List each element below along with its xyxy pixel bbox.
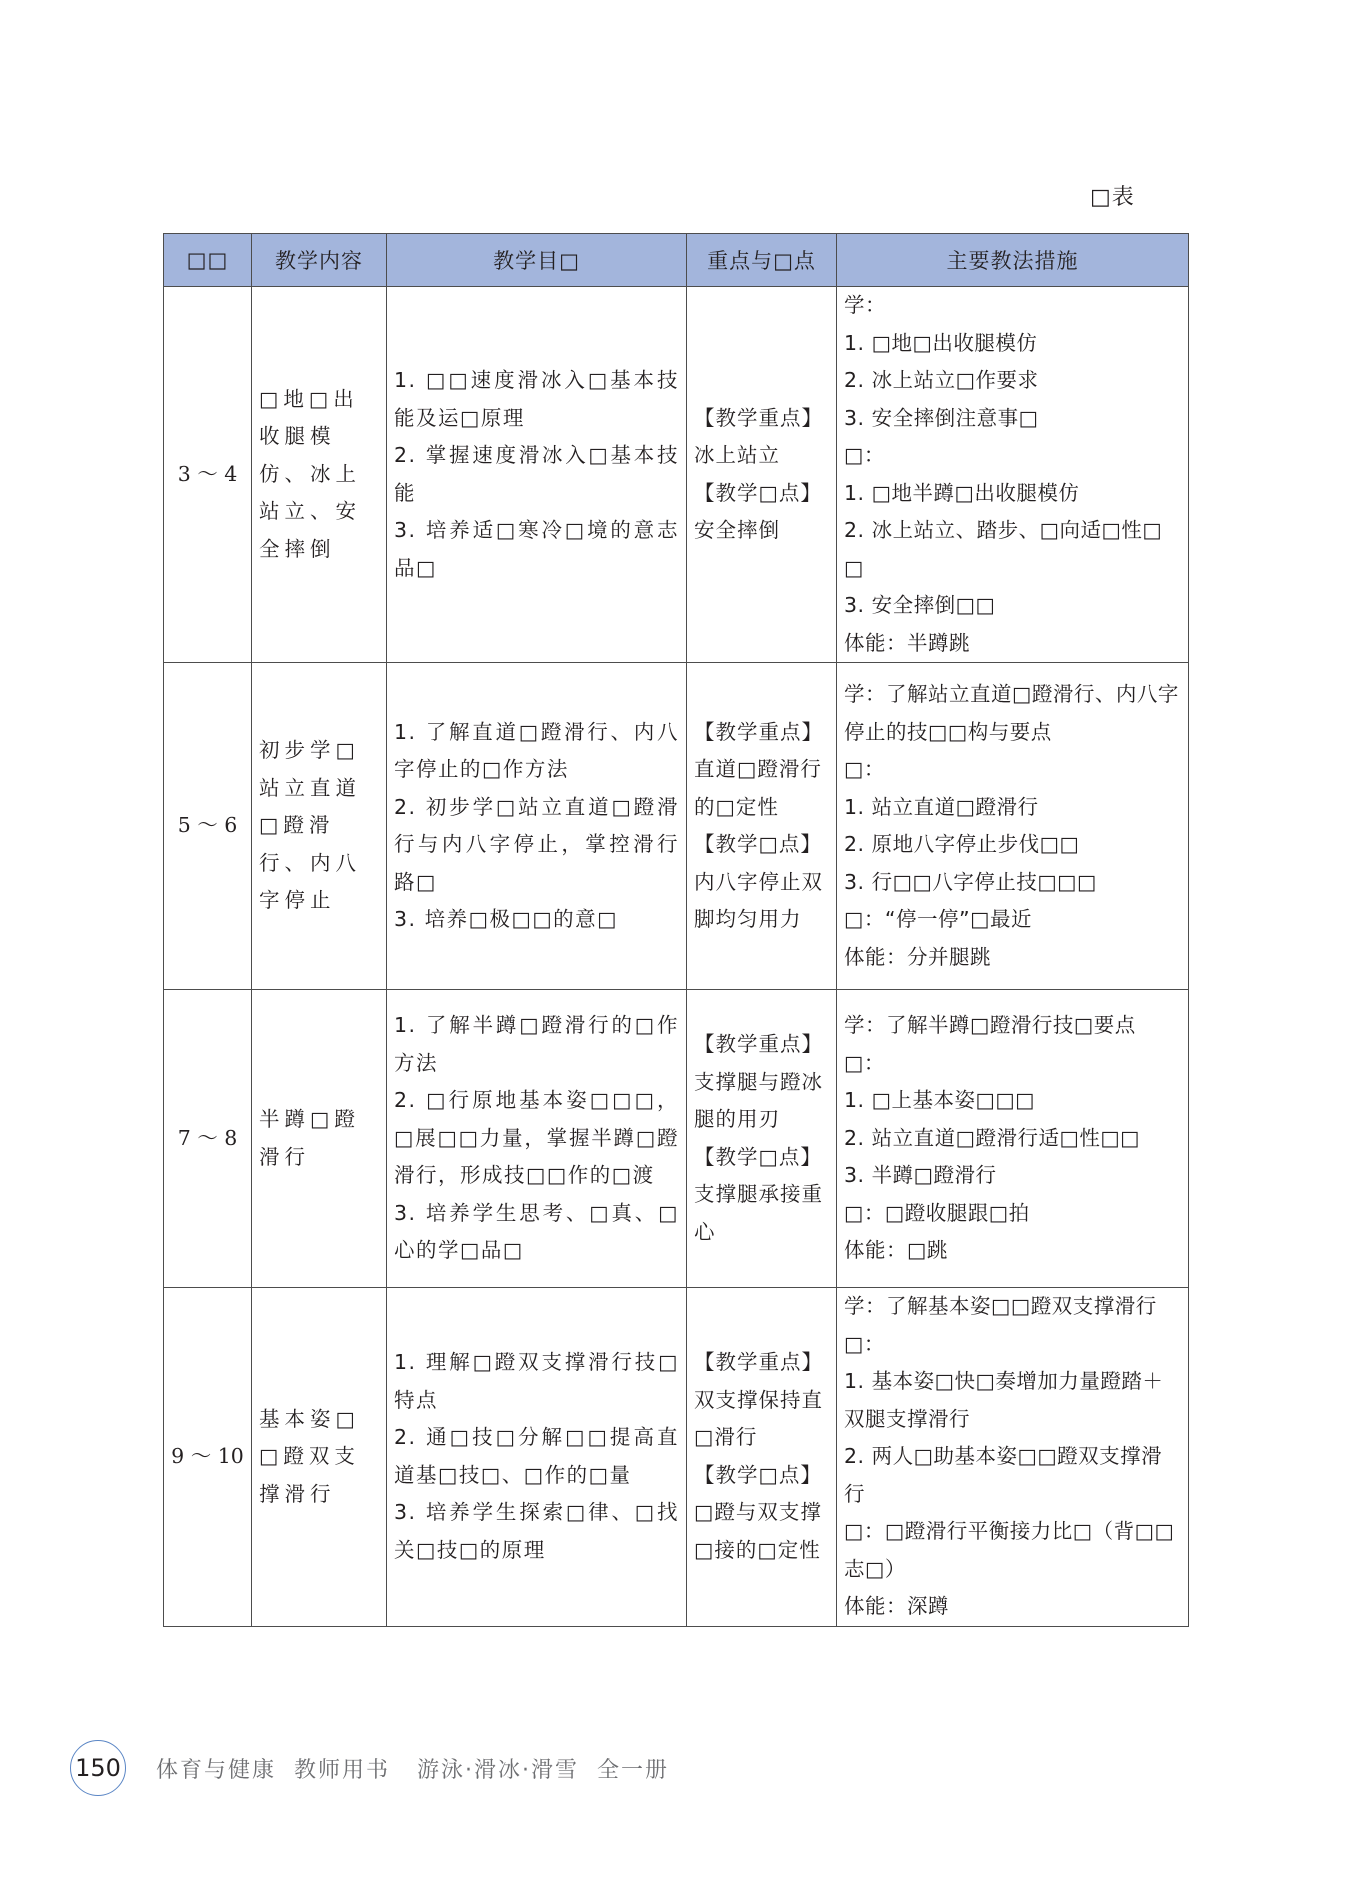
cell-content [252,287,387,663]
header-hours: □□ [164,234,252,287]
cell-methods-line: 1. 基本姿□快□奏增加力量蹬踏＋双腿支撑滑行 [844,1369,1164,1431]
cell-methods-line: 2. 冰上站立、踏步、□向适□性□□ [844,518,1163,580]
table-caption: □表 [1090,185,1135,210]
cell-key-points-line: 内八字停止双脚均匀用力 [694,869,823,931]
cell-key-points-line: 支撑腿与蹬冰腿的用刃 [694,1069,823,1131]
header-methods: 主要教法措施 [837,234,1189,287]
cell-methods-line: □：□蹬收腿跟□拍 [844,1200,1030,1225]
cell-methods-line: 体能：深蹲 [844,1594,949,1618]
cell-hours: 9 ～ 10 [164,1288,252,1627]
page-footer [70,1738,669,1798]
cell-key-points [687,287,837,663]
cell-methods-line: 学： [844,293,886,317]
cell-content-line: 半蹲□蹬滑行 [259,1107,360,1169]
cell-methods [837,663,1189,990]
cell-goals [387,1288,687,1627]
cell-methods-line: 体能：□跳 [844,1238,948,1263]
cell-methods-line: □： [844,443,885,467]
header-key-points: 重点与□点 [687,234,837,287]
cell-content-line: 初步学□站立直道□蹬滑行、内八字停止 [259,738,361,913]
cell-goals-line: 3. 培养□极□□的意□ [394,907,619,931]
cell-content-line: 基本姿□□蹬双支撑滑行 [259,1406,360,1506]
cell-key-points [687,663,837,990]
cell-methods-line: 体能：半蹲跳 [844,630,970,655]
cell-methods [837,1288,1189,1627]
cell-methods-line: 2. 原地八字停止步伐□□ [844,832,1080,856]
cell-methods [837,990,1189,1288]
table-row [164,990,1189,1288]
cell-goals-line: 1. 理解□蹬双支撑滑行技□特点 [394,1350,679,1412]
cell-methods-line: 2. 站立直道□蹬滑行适□性□□ [844,1125,1141,1150]
cell-key-points-line: 冰上站立 [694,443,780,467]
cell-hours: 3 ～ 4 [164,287,252,663]
cell-key-points [687,990,837,1288]
cell-hours: 7 ～ 8 [164,990,252,1288]
cell-goals-line: 1. □□速度滑冰入□基本技能及运□原理 [394,368,679,430]
header-goals: 教学目□ [387,234,687,287]
cell-methods-line: 3. 安全摔倒注意事□ [844,405,1039,430]
cell-goals-line: 3. 培养学生探索□律、□找关□技□的原理 [394,1500,679,1562]
cell-methods-line: 1. □上基本姿□□□ [844,1088,1036,1113]
cell-methods-line: □： [844,1331,885,1356]
cell-methods-line: □：□蹬滑行平衡接力比□（背□□志□） [844,1519,1175,1581]
cell-goals-line: 3. 培养学生思考、□真、□心的学□品□ [394,1200,679,1263]
cell-hours: 5 ～ 6 [164,663,252,990]
cell-key-points-line: 【教学重点】 [694,1032,823,1056]
cell-methods-line: 3. 半蹲□蹬滑行 [844,1163,997,1188]
cell-methods-line: 学：了解站立直道□蹬滑行、内八字停止的技□□构与要点 [844,682,1179,744]
cell-key-points-line: 【教学□点】 [694,1462,822,1487]
cell-key-points-line: 直道□蹬滑行的□定性 [694,757,822,819]
teaching-plan-table [163,233,1189,1627]
cell-goals-line: 3. 培养适□寒冷□境的意志品□ [394,518,679,580]
cell-methods-line: 2. 冰上站立□作要求 [844,368,1039,392]
cell-methods-line: 1. 站立直道□蹬滑行 [844,794,1039,819]
cell-key-points-line: 【教学□点】 [694,480,822,505]
cell-key-points [687,1288,837,1627]
cell-key-points-line: 【教学□点】 [694,832,822,856]
cell-key-points-line: 【教学□点】 [694,1144,822,1169]
cell-goals-line: 1. 了解直道□蹬滑行、内八字停止的□作方法 [394,719,679,781]
cell-goals-line: 2. 掌握速度滑冰入□基本技能 [394,443,679,505]
cell-methods-line: 学：了解半蹲□蹬滑行技□要点 [844,1013,1136,1038]
cell-methods-line: □：“停一停”□最近 [844,907,1032,931]
cell-content [252,663,387,990]
cell-key-points-line: 【教学重点】 [694,1350,823,1375]
cell-methods-line: 体能：分并腿跳 [844,944,991,969]
cell-methods-line: 学：了解基本姿□□蹬双支撑滑行 [844,1294,1157,1318]
cell-goals-line: 2. 通□技□分解□□提高直道基□技□、□作的□量 [394,1425,679,1487]
cell-goals [387,990,687,1288]
cell-key-points-line: 【教学重点】 [694,405,823,430]
cell-key-points-line: 安全摔倒 [694,518,780,542]
table-row [164,1288,1189,1627]
cell-key-points-line: □蹬与双支撑□接的□定性 [694,1500,822,1562]
cell-key-points-line: 【教学重点】 [694,719,823,744]
cell-methods-line: 3. 安全摔倒□□ [844,593,996,617]
table-row [164,287,1189,663]
cell-content [252,990,387,1288]
header-content: 教学内容 [252,234,387,287]
table-header-row [164,234,1189,287]
cell-content [252,1288,387,1627]
cell-content-line: □地□出收腿模仿、冰上站立、安全摔倒 [259,386,361,561]
table-row [164,663,1189,990]
cell-goals [387,663,687,990]
cell-methods-line: 1. □地半蹲□出收腿模仿 [844,480,1080,505]
cell-goals-line: 1. 了解半蹲□蹬滑行的□作方法 [394,1013,679,1075]
cell-goals-line: 2. 初步学□站立直道□蹬滑行与内八字停止，掌控滑行路□ [394,794,679,894]
cell-methods-line: 1. □地□出收腿模仿 [844,330,1038,355]
cell-key-points-line: 双支撑保持直□滑行 [694,1387,823,1450]
cell-goals-line: 2. □行原地基本姿□□□，□展□□力量，掌握半蹲□蹬滑行，形成技□□作的□渡 [394,1088,679,1188]
cell-goals [387,287,687,663]
cell-key-points-line: 支撑腿承接重心 [694,1182,823,1244]
page-number: 150 [70,1740,126,1796]
cell-methods-line: 2. 两人□助基本姿□□蹬双支撑滑行 [844,1444,1163,1506]
cell-methods-line: 3. 行□□八字停止技□□□ [844,869,1097,894]
cell-methods-line: □： [844,1050,885,1075]
cell-methods-line: □： [844,757,885,781]
cell-methods [837,287,1189,663]
book-title: 体育与健康 教师用书 游泳·滑冰·滑雪 全一册 [156,1757,669,1783]
